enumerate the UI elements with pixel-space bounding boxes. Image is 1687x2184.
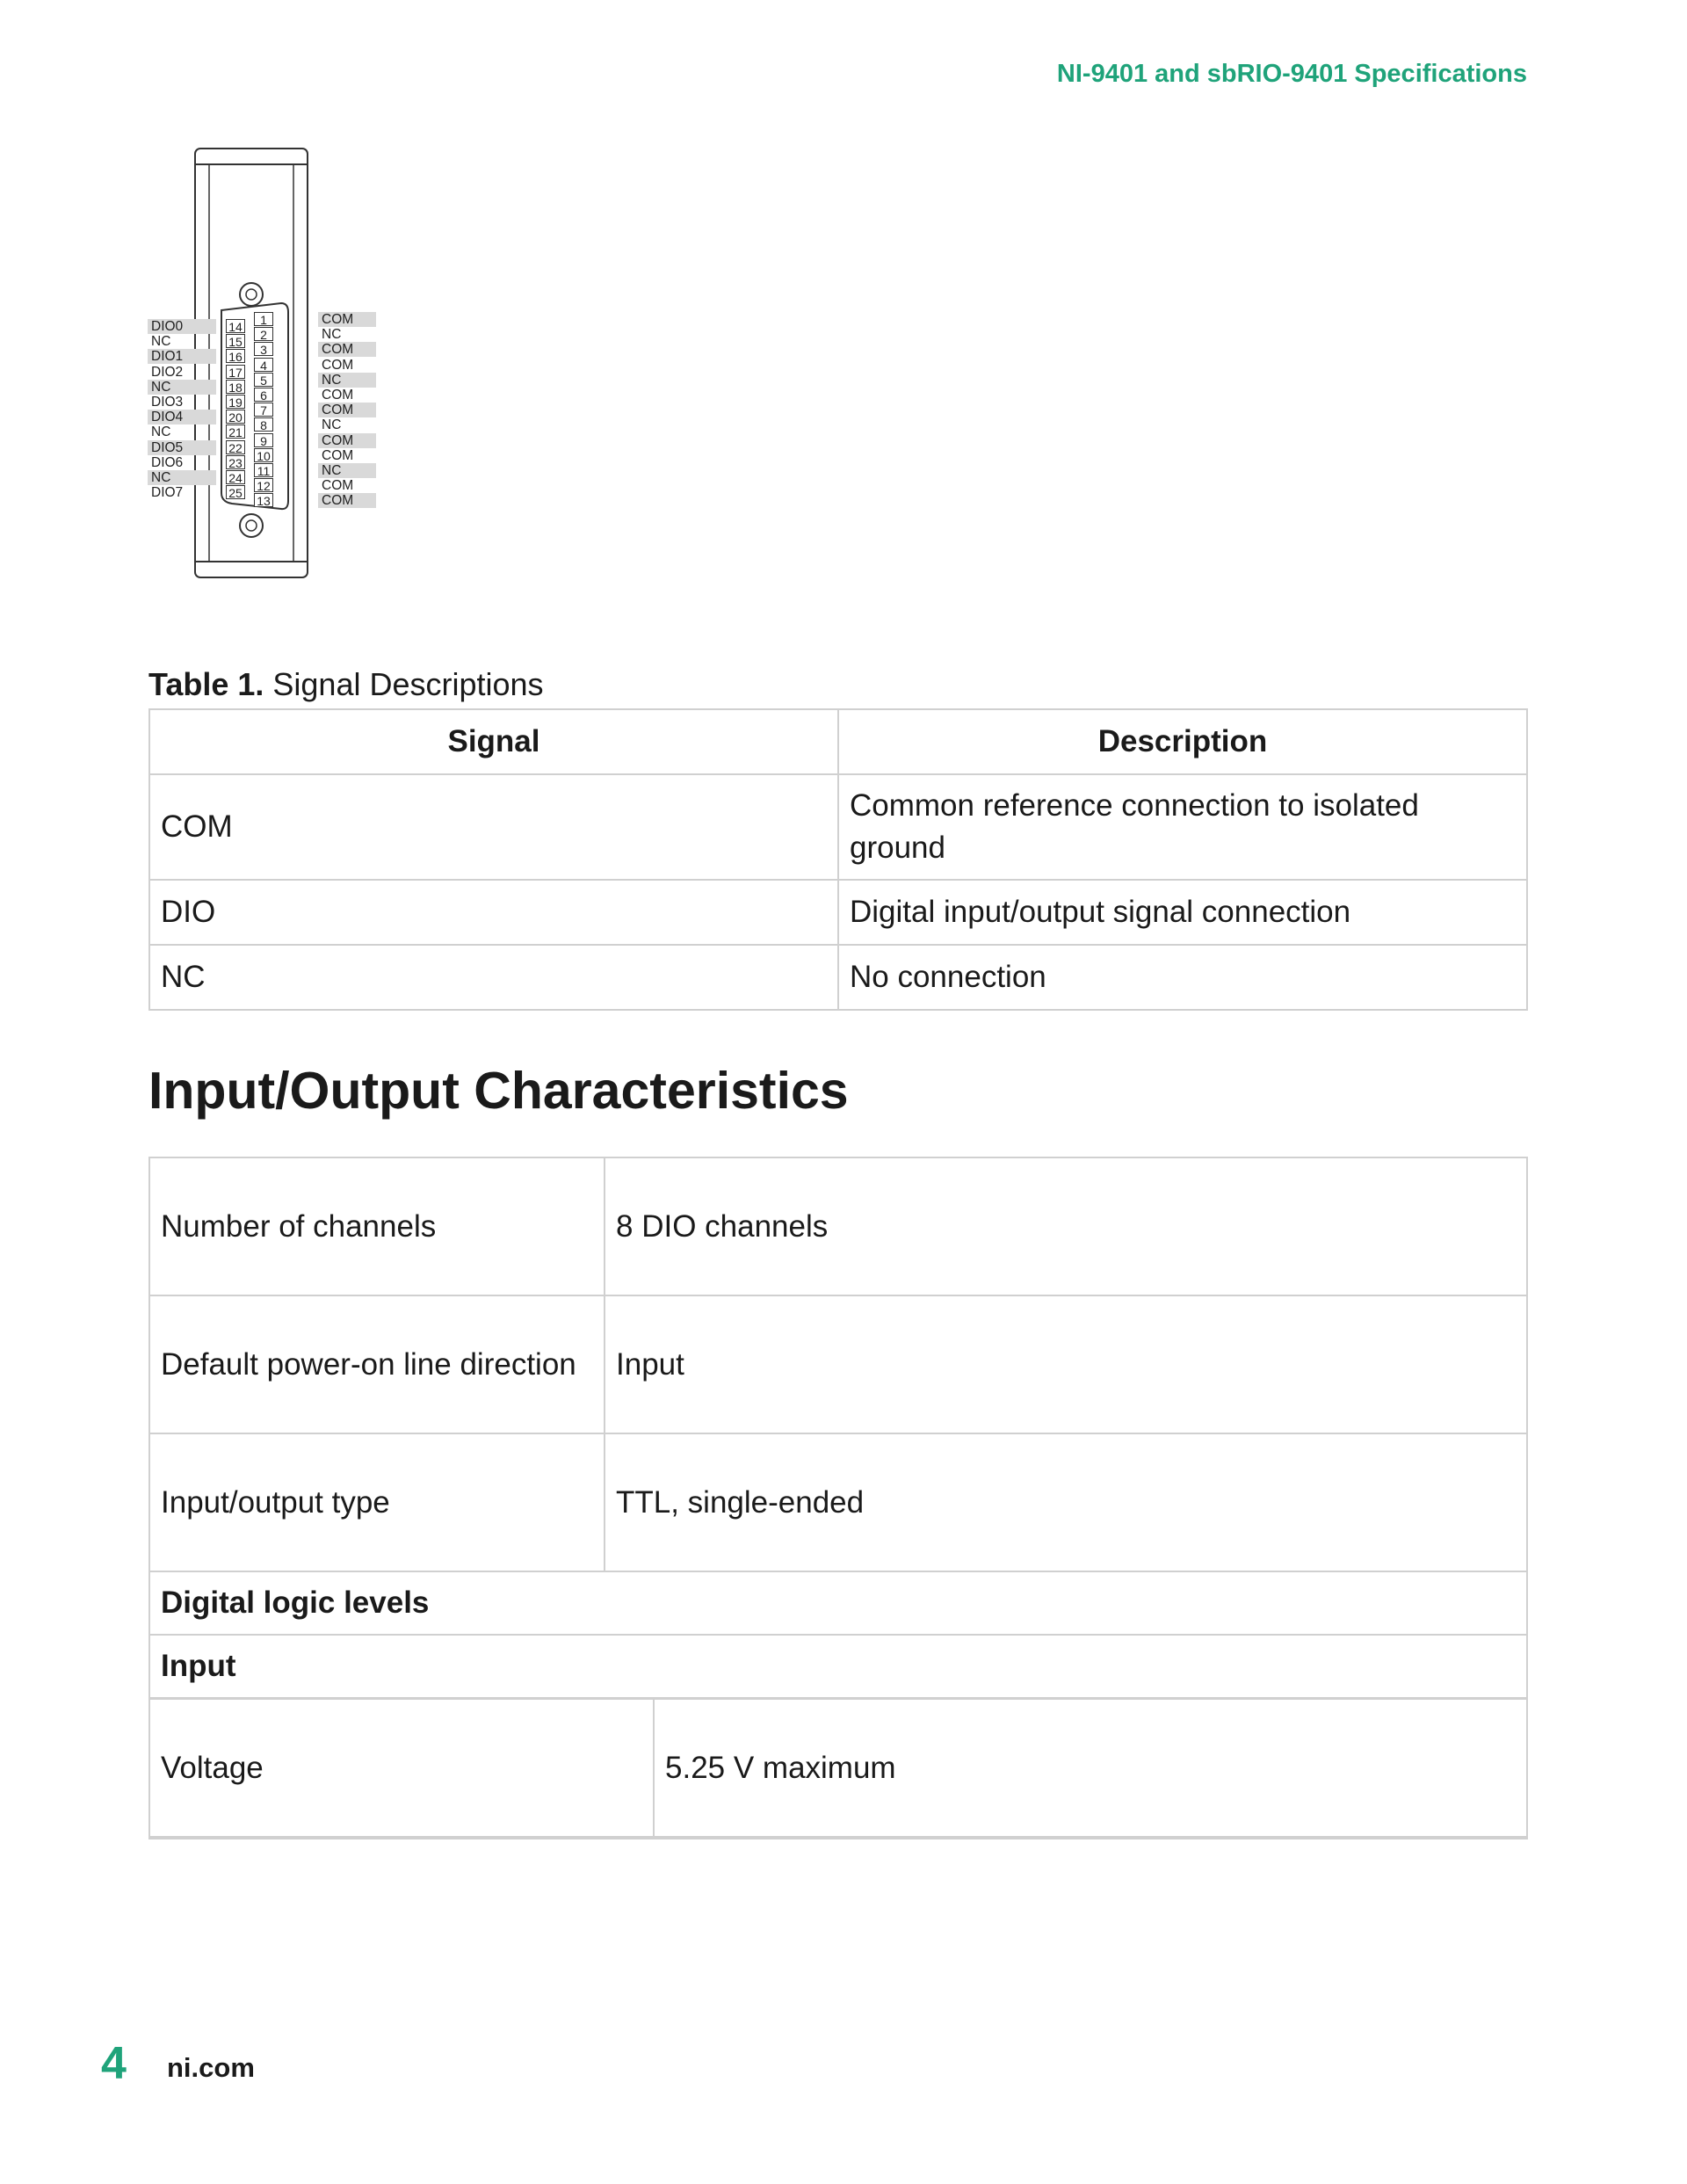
pin-number: 14 (226, 319, 245, 333)
subgroup-heading-row (149, 1635, 1527, 1698)
voltage-spec-table (148, 1698, 1528, 1839)
spec-name: Voltage (149, 1699, 654, 1838)
spec-name: Default power-on line direction (149, 1295, 605, 1433)
table-row (149, 880, 1527, 945)
pin-number: 5 (254, 373, 273, 387)
pin-label-right: COM (322, 357, 354, 373)
pin-label-left: NC (151, 424, 171, 440)
pin-label-left: DIO4 (148, 410, 216, 424)
spec-name: Input/output type (149, 1433, 605, 1571)
pin-label-left: NC (151, 334, 171, 350)
pin-number: 4 (254, 358, 273, 372)
pin-number: 18 (226, 380, 245, 394)
table-row (149, 945, 1527, 1010)
header-title: NI-9401 and sbRIO-9401 Specifications (1056, 60, 1527, 88)
pin-number: 11 (254, 463, 273, 477)
pin-number: 17 (226, 365, 245, 379)
spec-value: 8 DIO channels (605, 1157, 1527, 1295)
signal-cell: COM (149, 774, 838, 880)
column-header-description: Description (838, 709, 1527, 774)
pin-label-right: COM (322, 478, 354, 494)
pin-label-left: DIO6 (151, 454, 184, 470)
pin-label-right: NC (318, 463, 376, 478)
pin-label-left: DIO2 (151, 364, 184, 380)
pin-label-right: NC (322, 327, 342, 343)
table-row (149, 774, 1527, 880)
spec-row (149, 1699, 1527, 1838)
table-caption-number: Table 1. (148, 666, 264, 702)
pin-label-left: DIO0 (148, 319, 216, 334)
pin-number: 21 (226, 424, 245, 439)
io-characteristics-table (148, 1157, 1528, 1699)
pin-number: 22 (226, 440, 245, 454)
pin-number: 20 (226, 410, 245, 424)
pin-label-left: DIO3 (151, 395, 184, 410)
pin-label-left: DIO1 (148, 349, 216, 364)
spec-value: Input (605, 1295, 1527, 1433)
page-number: 4 (101, 2038, 127, 2089)
pin-number: 25 (226, 485, 245, 499)
pin-number: 12 (254, 478, 273, 492)
signal-cell: DIO (149, 880, 838, 945)
table-caption (148, 666, 544, 703)
pin-label-left: DIO7 (151, 485, 184, 501)
pin-label-right: NC (322, 417, 342, 433)
spec-name: Number of channels (149, 1157, 605, 1295)
spec-value: 5.25 V maximum (654, 1699, 1527, 1838)
pin-label-right: COM (318, 433, 376, 448)
pin-number: 24 (226, 470, 245, 484)
subgroup-heading: Input (149, 1635, 1527, 1698)
table-header-row (149, 709, 1527, 774)
connector-pinout-diagram (148, 145, 376, 584)
group-heading-row (149, 1571, 1527, 1635)
pin-number: 10 (254, 448, 273, 462)
description-cell: Digital input/output signal connection (838, 880, 1527, 945)
signal-descriptions-table (148, 708, 1528, 1011)
pin-label-right: COM (322, 447, 354, 463)
spec-row (149, 1157, 1527, 1295)
pin-label-right: NC (318, 373, 376, 388)
spec-row (149, 1295, 1527, 1433)
pin-number: 6 (254, 388, 273, 402)
signal-cell: NC (149, 945, 838, 1010)
pin-number: 16 (226, 349, 245, 363)
pin-number: 2 (254, 327, 273, 341)
pin-number: 13 (254, 493, 273, 507)
pin-number: 3 (254, 342, 273, 356)
pin-label-right: COM (318, 342, 376, 357)
pin-number: 23 (226, 455, 245, 469)
group-heading: Digital logic levels (149, 1571, 1527, 1635)
pin-number: 1 (254, 312, 273, 326)
footer-site-link[interactable]: ni.com (167, 2052, 255, 2083)
description-cell: No connection (838, 945, 1527, 1010)
table-caption-text: Signal Descriptions (264, 666, 544, 702)
pin-label-left: NC (148, 380, 216, 395)
pin-number: 8 (254, 417, 273, 432)
pin-label-right: COM (318, 403, 376, 417)
pin-number: 15 (226, 334, 245, 348)
pin-number: 19 (226, 395, 245, 409)
spec-row (149, 1433, 1527, 1571)
pin-label-right: COM (318, 312, 376, 327)
section-heading: Input/Output Characteristics (148, 1062, 849, 1120)
pin-label-right: COM (318, 493, 376, 508)
spec-value: TTL, single-ended (605, 1433, 1527, 1571)
column-header-signal: Signal (149, 709, 838, 774)
pin-label-right: COM (322, 388, 354, 403)
pin-label-left: DIO5 (148, 440, 216, 455)
description-cell: Common reference connection to isolated ground (838, 774, 1527, 880)
pin-label-left: NC (148, 470, 216, 485)
pin-number: 9 (254, 433, 273, 447)
pin-number: 7 (254, 403, 273, 417)
